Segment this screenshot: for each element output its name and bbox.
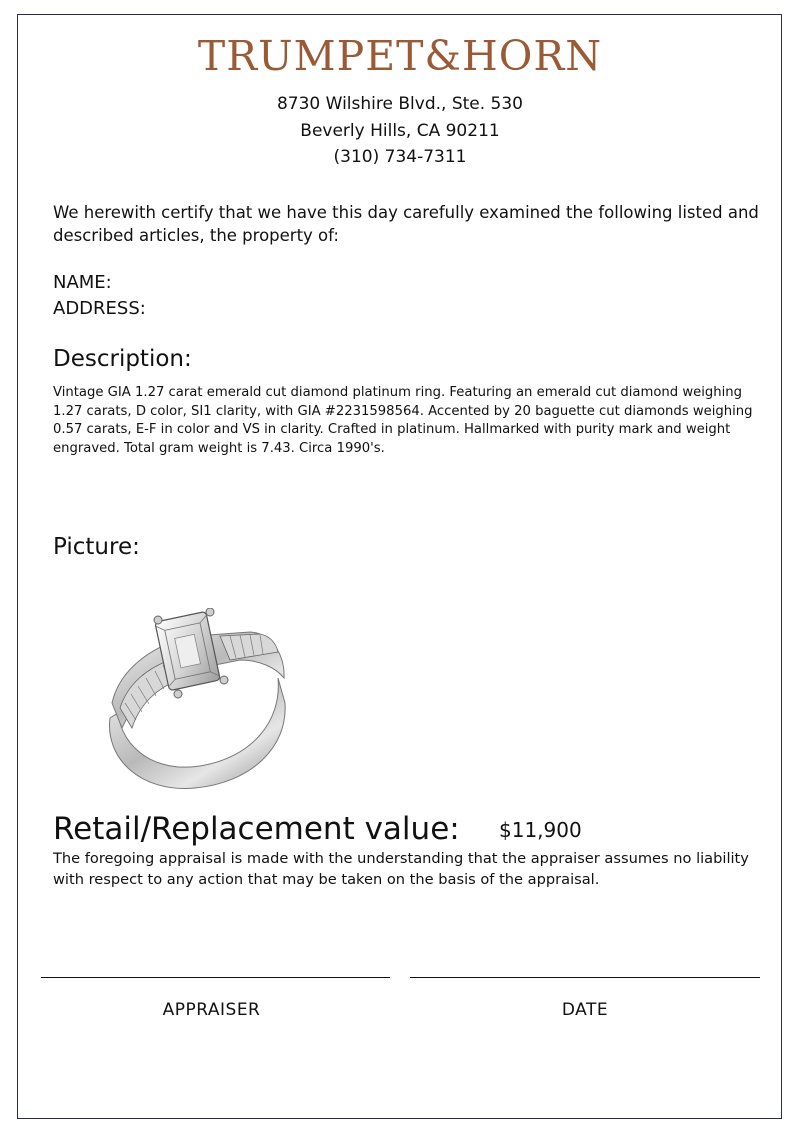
date-signature-line	[410, 977, 760, 978]
appraiser-label: APPRAISER	[162, 1000, 261, 1020]
appraiser-signature-line	[41, 977, 390, 978]
disclaimer-text: The foregoing appraisal is made with the understanding that the appraiser assumes no liability with respect to any action that may be taken on the basis of the appraisal.	[53, 850, 749, 888]
brand-logo: TRUMPET&HORN	[197, 32, 603, 80]
certificate-border	[17, 14, 782, 1119]
description-heading: Description:	[53, 346, 192, 372]
certification-statement: We herewith certify that we have this day carefully examined the following listed and described articles, the property of:	[53, 203, 759, 245]
address-label: ADDRESS:	[53, 298, 146, 319]
ring-image	[100, 608, 290, 804]
address-city: Beverly Hills, CA 90211	[300, 121, 500, 141]
replacement-value-label: Retail/Replacement value:	[53, 811, 460, 847]
address-street: 8730 Wilshire Blvd., Ste. 530	[276, 94, 523, 114]
name-label: NAME:	[53, 272, 112, 293]
replacement-value-amount: $11,900	[499, 818, 582, 842]
address-phone: (310) 734-7311	[333, 147, 467, 167]
description-text: Vintage GIA 1.27 carat emerald cut diamond platinum ring. Featuring an emerald cut diamond weighing 1.27 carats, D color, SI1 clarity, with GIA #2231598564. Accented by 20 baguette cut diamonds weighing 0.57 carats, E-F in color and VS in clarity. Crafted in platinum. Hallmarked with purity mark and weight engraved. Total gram weight is 7.43. Circa 1990's.	[53, 385, 753, 456]
date-label: DATE	[561, 1000, 609, 1020]
picture-heading: Picture:	[53, 534, 140, 560]
